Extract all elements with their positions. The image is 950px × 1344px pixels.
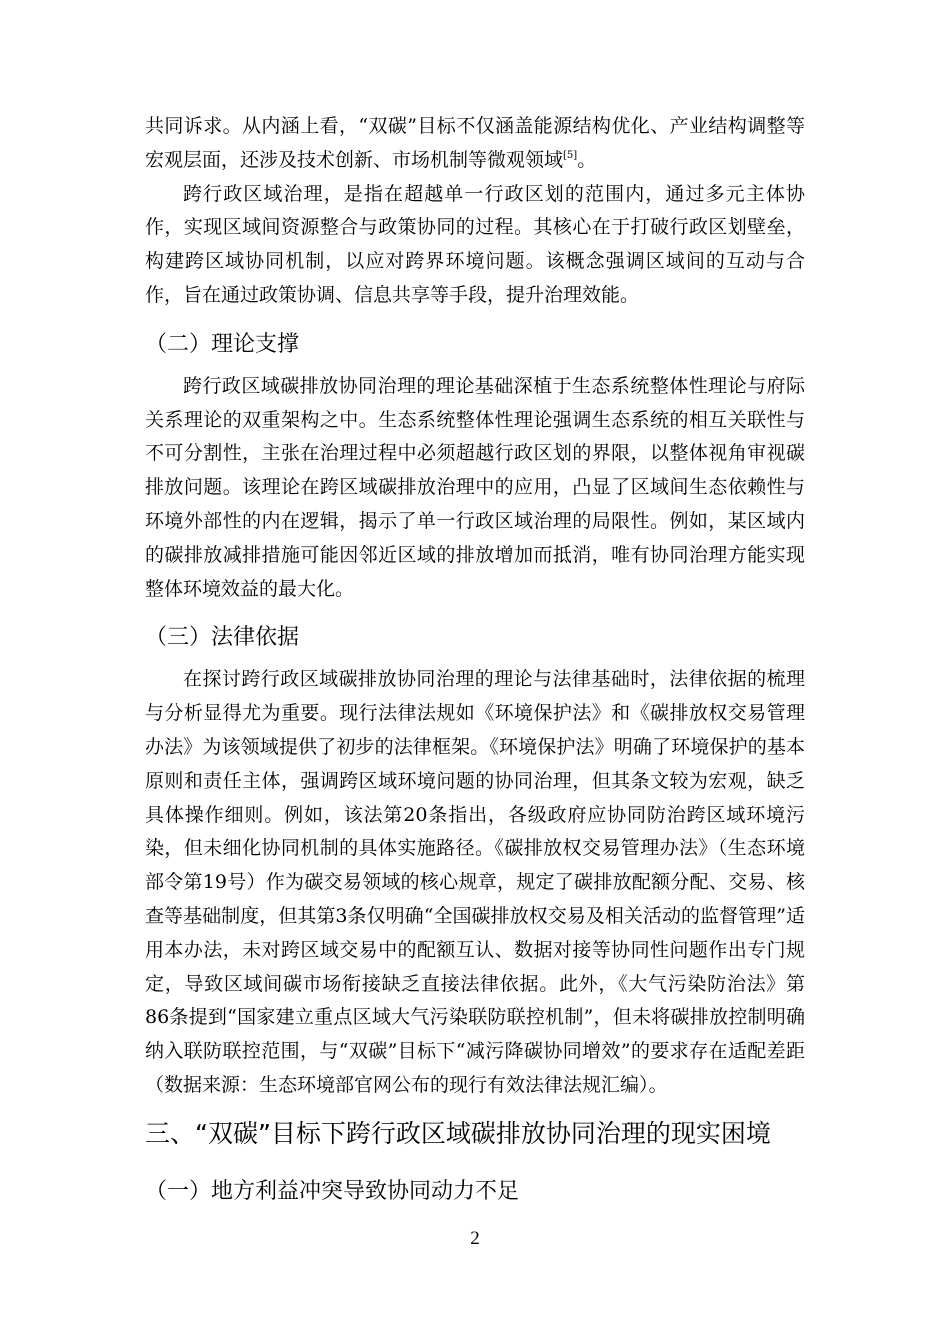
citation-marker: [5] bbox=[563, 149, 578, 161]
paragraph-legal-basis: 在探讨跨行政区域碳排放协同治理的理论与法律基础时，法律依据的梳理与分析显得尤为重要。现行法律法规如《环境保护法》和《碳排放权交易管理办法》为该领域提供了初步的法律框架。《环境保护法》明确了环境保护的基本原则和责任主体，强调跨区域环境问题的协同治理，但其条文较为宏观，缺乏具体操作细则。例如，该法第20条指出，各级政府应协同防治跨区域环境污染，但未细化协同机制的具体实施路径。《碳排放权交易管理办法》（生态环境部令第19号）作为碳交易领域的核心规章，规定了碳排放配额分配、交易、核查等基础制度，但其第3条仅明确“全国碳排放权交易及相关活动的监督管理”适用本办法，未对跨区域交易中的配额互认、数据对接等协同性问题作出专门规定，导致区域间碳市场衔接缺乏直接法律依据。此外，《大气污染防治法》第86条提到“国家建立重点区域大气污染联防联控机制”，但未将碳排放控制明确纳入联防联控范围，与“双碳”目标下“减污降碳协同增效”的要求存在适配差距（数据来源：生态环境部官网公布的现行有效法律法规汇编）。 bbox=[145, 668, 805, 1096]
paragraph-continuation bbox=[145, 110, 805, 178]
paragraph-cross-region-governance: 跨行政区域治理，是指在超越单一行政区划的范围内，通过多元主体协作，实现区域间资源整合与政策协同的过程。其核心在于打破行政区划壁垒，构建跨区域协同机制，以应对跨界环境问题。该概念强调区域间的互动与合作，旨在通过政策协调、信息共享等手段，提升治理效能。 bbox=[145, 182, 805, 306]
heading-local-interest-conflict: （一）地方利益冲突导致协同动力不足 bbox=[145, 1178, 520, 1204]
heading-theory-support: （二）理论支撑 bbox=[145, 331, 300, 357]
paragraph-theory: 跨行政区域碳排放协同治理的理论基础深植于生态系统整体性理论与府际关系理论的双重架构之中。生态系统整体性理论强调生态系统的相互关联性与不可分割性，主张在治理过程中必须超越行政区划的界限，以整体视角审视碳排放问题。该理论在跨区域碳排放治理中的应用，凸显了区域间生态依赖性与环境外部性的内在逻辑，揭示了单一行政区域治理的局限性。例如，某区域内的碳排放减排措施可能因邻近区域的排放增加而抵消，唯有协同治理方能实现整体环境效益的最大化。 bbox=[145, 374, 805, 600]
heading-legal-basis: （三）法律依据 bbox=[145, 625, 300, 651]
page-content bbox=[145, 110, 805, 1217]
page-number: 2 bbox=[470, 1228, 480, 1249]
paragraph-end-punctuation: 。 bbox=[577, 148, 597, 171]
section-3-heading: 三、“双碳”目标下跨行政区域碳排放协同治理的现实困境 bbox=[145, 1118, 771, 1148]
paragraph-text: 共同诉求。从内涵上看，“双碳”目标不仅涵盖能源结构优化、产业结构调整等宏观层面，还涉及技术创新、市场机制等微观领域 bbox=[145, 115, 805, 171]
